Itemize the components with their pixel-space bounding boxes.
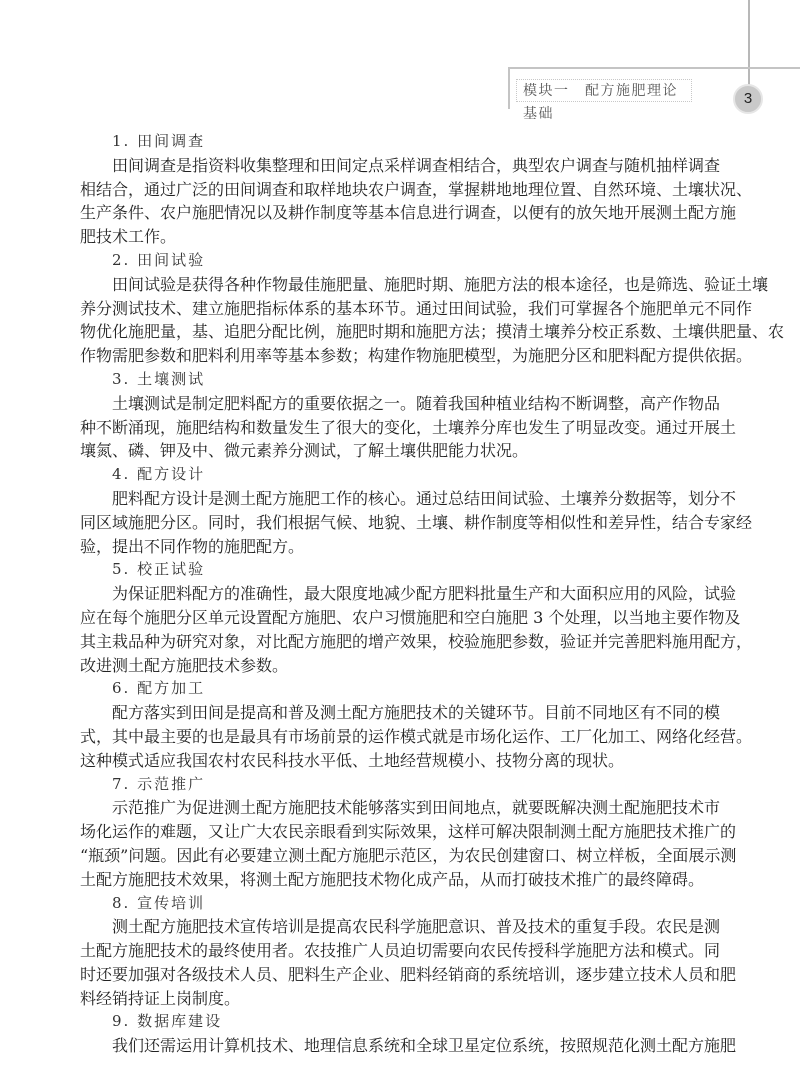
paragraph-line: 式，其中最主要的也是最具有市场前景的运作模式就是市场化运作、工厂化加工、网络化经营。 [80,726,753,746]
paragraph-line: 土配方施肥技术效果，将测土配方施肥技术物化成产品，从而打破技术推广的最终障碍。 [80,869,705,889]
paragraph-line: 壤氮、磷、钾及中、微元素养分测试，了解土壤供肥能力状况。 [80,441,529,461]
header-vertical-rule [748,0,750,88]
paragraph-line: 应在每个施肥分区单元设置配方施肥、农户习惯施肥和空白施肥 3 个处理，以当地主要作物及 [80,607,741,627]
paragraph-line: 这种模式适应我国农村农民科技水平低、土地经营规模小、技物分离的现状。 [80,750,625,770]
paragraph-line: 肥料配方设计是测土配方施肥工作的核心。通过总结田间试验、土壤养分数据等，划分不 [112,488,737,508]
section-heading: 3. 土壤测试 [112,369,206,388]
paragraph-line: 我们还需运用计算机技术、地理信息系统和全球卫星定位系统，按照规范化测土配方施肥 [112,1036,737,1056]
header-horizontal-rule [508,67,800,69]
paragraph-line: 时还要加强对各级技术人员、肥料生产企业、肥料经销商的系统培训，逐步建立技术人员和肥 [80,964,737,984]
paragraph-line: 料经销持证上岗制度。 [80,988,241,1008]
page-number: 3 [733,84,763,114]
section-heading: 6. 配方加工 [112,679,206,698]
paragraph-line: 示范推广为促进测土配方施肥技术能够落实到田间地点，就要既解决测土配施肥技术市 [112,798,721,818]
paragraph-line: 测土配方施肥技术宣传培训是提高农民科学施肥意识、普及技术的重复手段。农民是测 [112,917,721,937]
paragraph-line: 作物需肥参数和肥料利用率等基本参数；构建作物施肥模型，为施肥分区和肥料配方提供依据。 [80,346,753,366]
paragraph-line: 养分测试技术、建立施肥指标体系的基本环节。通过田间试验，我们可掌握各个施肥单元不同作 [80,298,753,318]
section-heading: 8. 宣传培训 [112,893,206,912]
paragraph-line: 同区域施肥分区。同时，我们根据气候、地貌、土壤、耕作制度等相似性和差异性，结合专家经 [80,512,753,532]
paragraph-line: 田间试验是获得各种作物最佳施肥量、施肥时期、施肥方法的根本途径，也是筛选、验证土壤 [112,274,769,294]
paragraph-line: 物优化施肥量，基、追肥分配比例，施肥时期和施肥方法；摸清土壤养分校正系数、土壤供肥量、农 [80,322,785,342]
paragraph-line: 土配方施肥技术的最终使用者。农技推广人员迫切需要向农民传授科学施肥方法和模式。同 [80,941,721,961]
paragraph-line: 场化运作的难题，又让广大农民亲眼看到实际效果，这样可解决限制测土配方施肥技术推广的 [80,822,737,842]
paragraph-line: 相结合，通过广泛的田间调查和取样地块农户调查，掌握耕地地理位置、自然环境、土壤状况、 [80,179,753,199]
paragraph-line: 为保证肥料配方的准确性，最大限度地减少配方肥料批量生产和大面积应用的风险，试验 [112,584,737,604]
paragraph-line: 种不断涌现，施肥结构和数量发生了很大的变化，土壤养分库也发生了明显改变。通过开展土 [80,417,737,437]
header-box-rule [508,67,510,109]
paragraph-line: 土壤测试是制定肥料配方的重要依据之一。随着我国种植业结构不断调整，高产作物品 [112,393,721,413]
paragraph-line: 其主栽品种为研究对象，对比配方施肥的增产效果，校验施肥参数，验证并完善肥料施用配方， [80,631,753,651]
section-heading: 9. 数据库建设 [112,1012,223,1031]
paragraph-line: 配方落实到田间是提高和普及测土配方施肥技术的关键环节。目前不同地区有不同的模 [112,703,721,723]
section-heading: 4. 配方设计 [112,465,206,484]
section-heading: 1. 田间调查 [112,132,206,150]
paragraph-line: 田间调查是指资料收集整理和田间定点采样调查相结合，典型农户调查与随机抽样调查 [112,155,721,175]
paragraph-line: 肥技术工作。 [80,227,177,247]
section-heading: 7. 示范推广 [112,774,206,793]
paragraph-line: 改进测土配方施肥技术参数。 [80,655,289,675]
paragraph-line: “瓶颈”问题。因此有必要建立测土配方施肥示范区，为农民创建窗口、树立样板，全面展示测 [80,845,737,865]
running-header: 模块一 配方施肥理论基础 [516,79,692,102]
paragraph-line: 验，提出不同作物的施肥配方。 [80,536,305,556]
page-body [80,130,785,1058]
section-heading: 2. 田间试验 [112,250,206,269]
section-heading: 5. 校正试验 [112,560,206,579]
paragraph-line: 生产条件、农户施肥情况以及耕作制度等基本信息进行调查，以便有的放矢地开展测土配方施 [80,203,737,223]
